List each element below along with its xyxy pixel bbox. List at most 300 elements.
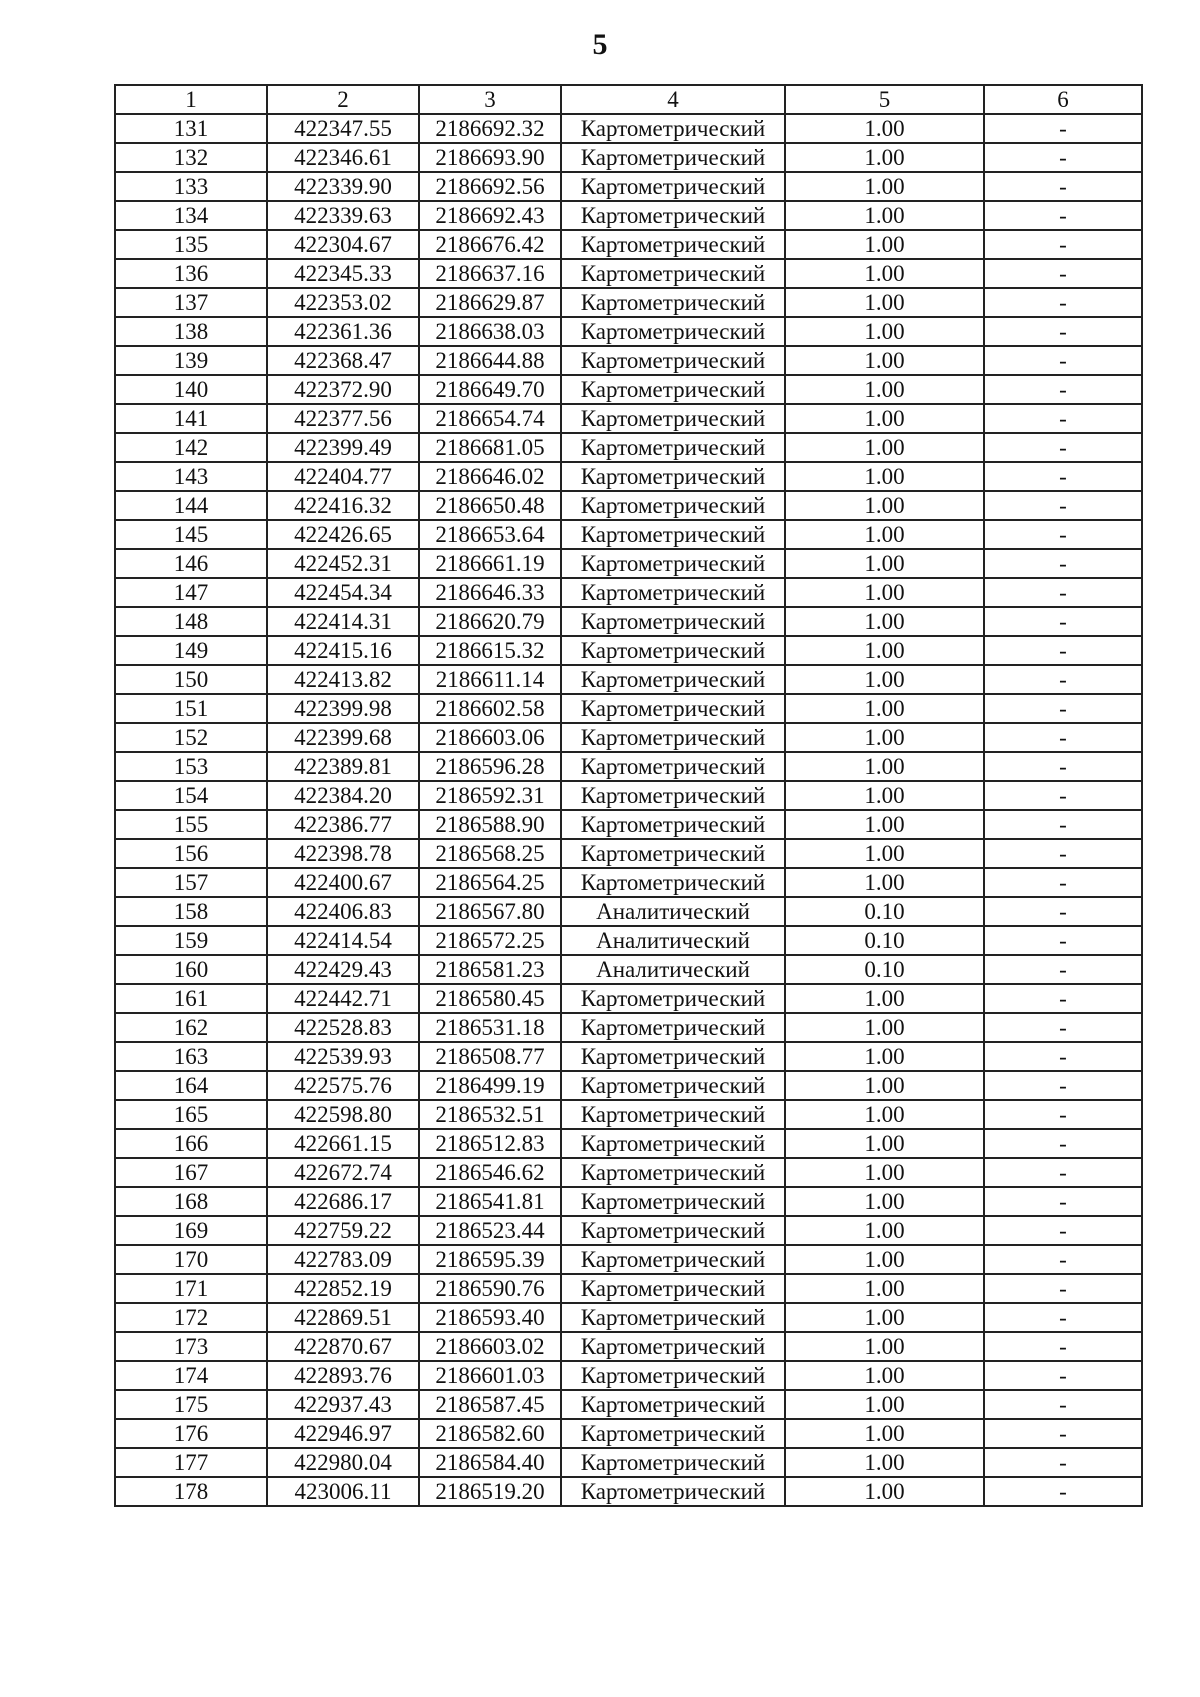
accuracy-cell: 1.00 bbox=[785, 143, 984, 172]
accuracy-cell: 1.00 bbox=[785, 1129, 984, 1158]
accuracy-cell: 1.00 bbox=[785, 839, 984, 868]
point-number-cell: 164 bbox=[115, 1071, 267, 1100]
x-coordinate-cell: 422415.16 bbox=[267, 636, 419, 665]
method-cell: Картометрический bbox=[561, 665, 785, 694]
table-row bbox=[115, 317, 1142, 346]
method-cell: Картометрический bbox=[561, 984, 785, 1013]
point-number-cell: 175 bbox=[115, 1390, 267, 1419]
table-row bbox=[115, 1448, 1142, 1477]
table-row bbox=[115, 926, 1142, 955]
y-coordinate-cell: 2186638.03 bbox=[419, 317, 561, 346]
method-cell: Картометрический bbox=[561, 1013, 785, 1042]
point-number-cell: 147 bbox=[115, 578, 267, 607]
note-cell: - bbox=[984, 984, 1142, 1013]
y-coordinate-cell: 2186596.28 bbox=[419, 752, 561, 781]
method-cell: Картометрический bbox=[561, 317, 785, 346]
y-coordinate-cell: 2186602.58 bbox=[419, 694, 561, 723]
accuracy-cell: 1.00 bbox=[785, 462, 984, 491]
accuracy-cell: 1.00 bbox=[785, 1390, 984, 1419]
y-coordinate-cell: 2186584.40 bbox=[419, 1448, 561, 1477]
accuracy-cell: 1.00 bbox=[785, 781, 984, 810]
y-coordinate-cell: 2186637.16 bbox=[419, 259, 561, 288]
y-coordinate-cell: 2186580.45 bbox=[419, 984, 561, 1013]
x-coordinate-cell: 422377.56 bbox=[267, 404, 419, 433]
note-cell: - bbox=[984, 317, 1142, 346]
x-coordinate-cell: 422400.67 bbox=[267, 868, 419, 897]
method-cell: Картометрический bbox=[561, 433, 785, 462]
method-cell: Картометрический bbox=[561, 259, 785, 288]
point-number-cell: 160 bbox=[115, 955, 267, 984]
point-number-cell: 150 bbox=[115, 665, 267, 694]
note-cell: - bbox=[984, 404, 1142, 433]
y-coordinate-cell: 2186593.40 bbox=[419, 1303, 561, 1332]
x-coordinate-cell: 422759.22 bbox=[267, 1216, 419, 1245]
method-cell: Картометрический bbox=[561, 1100, 785, 1129]
note-cell: - bbox=[984, 723, 1142, 752]
method-cell: Картометрический bbox=[561, 1158, 785, 1187]
x-coordinate-cell: 422429.43 bbox=[267, 955, 419, 984]
x-coordinate-cell: 422414.31 bbox=[267, 607, 419, 636]
table-row bbox=[115, 1477, 1142, 1506]
point-number-cell: 142 bbox=[115, 433, 267, 462]
point-number-cell: 136 bbox=[115, 259, 267, 288]
table-row bbox=[115, 201, 1142, 230]
point-number-cell: 145 bbox=[115, 520, 267, 549]
method-cell: Картометрический bbox=[561, 491, 785, 520]
point-number-cell: 165 bbox=[115, 1100, 267, 1129]
point-number-cell: 146 bbox=[115, 549, 267, 578]
x-coordinate-cell: 422598.80 bbox=[267, 1100, 419, 1129]
method-cell: Картометрический bbox=[561, 375, 785, 404]
x-coordinate-cell: 422426.65 bbox=[267, 520, 419, 549]
accuracy-cell: 1.00 bbox=[785, 1361, 984, 1390]
point-number-cell: 152 bbox=[115, 723, 267, 752]
note-cell: - bbox=[984, 607, 1142, 636]
y-coordinate-cell: 2186693.90 bbox=[419, 143, 561, 172]
method-cell: Картометрический bbox=[561, 288, 785, 317]
note-cell: - bbox=[984, 1361, 1142, 1390]
note-cell: - bbox=[984, 1129, 1142, 1158]
point-number-cell: 166 bbox=[115, 1129, 267, 1158]
point-number-cell: 148 bbox=[115, 607, 267, 636]
x-coordinate-cell: 422783.09 bbox=[267, 1245, 419, 1274]
method-cell: Картометрический bbox=[561, 230, 785, 259]
point-number-cell: 161 bbox=[115, 984, 267, 1013]
point-number-cell: 137 bbox=[115, 288, 267, 317]
note-cell: - bbox=[984, 375, 1142, 404]
point-number-cell: 144 bbox=[115, 491, 267, 520]
table-row bbox=[115, 1419, 1142, 1448]
x-coordinate-cell: 422384.20 bbox=[267, 781, 419, 810]
note-cell: - bbox=[984, 114, 1142, 143]
accuracy-cell: 1.00 bbox=[785, 1332, 984, 1361]
x-coordinate-cell: 422399.68 bbox=[267, 723, 419, 752]
method-cell: Картометрический bbox=[561, 404, 785, 433]
accuracy-cell: 1.00 bbox=[785, 1042, 984, 1071]
x-coordinate-cell: 422661.15 bbox=[267, 1129, 419, 1158]
point-number-cell: 172 bbox=[115, 1303, 267, 1332]
table-row bbox=[115, 752, 1142, 781]
method-cell: Аналитический bbox=[561, 897, 785, 926]
table-row bbox=[115, 259, 1142, 288]
x-coordinate-cell: 422361.36 bbox=[267, 317, 419, 346]
table-row bbox=[115, 1013, 1142, 1042]
x-coordinate-cell: 422346.61 bbox=[267, 143, 419, 172]
table-row bbox=[115, 143, 1142, 172]
accuracy-cell: 1.00 bbox=[785, 1216, 984, 1245]
method-cell: Картометрический bbox=[561, 1303, 785, 1332]
accuracy-cell: 1.00 bbox=[785, 520, 984, 549]
y-coordinate-cell: 2186654.74 bbox=[419, 404, 561, 433]
y-coordinate-cell: 2186531.18 bbox=[419, 1013, 561, 1042]
method-cell: Картометрический bbox=[561, 607, 785, 636]
y-coordinate-cell: 2186564.25 bbox=[419, 868, 561, 897]
method-cell: Картометрический bbox=[561, 868, 785, 897]
table-row bbox=[115, 462, 1142, 491]
method-cell: Картометрический bbox=[561, 810, 785, 839]
x-coordinate-cell: 422528.83 bbox=[267, 1013, 419, 1042]
method-cell: Картометрический bbox=[561, 1361, 785, 1390]
table-row bbox=[115, 955, 1142, 984]
y-coordinate-cell: 2186653.64 bbox=[419, 520, 561, 549]
x-coordinate-cell: 422539.93 bbox=[267, 1042, 419, 1071]
point-number-cell: 162 bbox=[115, 1013, 267, 1042]
accuracy-cell: 1.00 bbox=[785, 868, 984, 897]
method-cell: Картометрический bbox=[561, 1071, 785, 1100]
note-cell: - bbox=[984, 491, 1142, 520]
method-cell: Картометрический bbox=[561, 1129, 785, 1158]
note-cell: - bbox=[984, 897, 1142, 926]
accuracy-cell: 1.00 bbox=[785, 1419, 984, 1448]
method-cell: Картометрический bbox=[561, 839, 785, 868]
point-number-cell: 178 bbox=[115, 1477, 267, 1506]
y-coordinate-cell: 2186546.62 bbox=[419, 1158, 561, 1187]
note-cell: - bbox=[984, 1477, 1142, 1506]
y-coordinate-cell: 2186646.33 bbox=[419, 578, 561, 607]
note-cell: - bbox=[984, 1042, 1142, 1071]
method-cell: Аналитический bbox=[561, 926, 785, 955]
point-number-cell: 174 bbox=[115, 1361, 267, 1390]
accuracy-cell: 1.00 bbox=[785, 172, 984, 201]
note-cell: - bbox=[984, 752, 1142, 781]
y-coordinate-cell: 2186692.43 bbox=[419, 201, 561, 230]
method-cell: Картометрический bbox=[561, 462, 785, 491]
x-coordinate-cell: 422980.04 bbox=[267, 1448, 419, 1477]
table-row bbox=[115, 1245, 1142, 1274]
table-row bbox=[115, 288, 1142, 317]
y-coordinate-cell: 2186567.80 bbox=[419, 897, 561, 926]
accuracy-cell: 1.00 bbox=[785, 607, 984, 636]
y-coordinate-cell: 2186692.32 bbox=[419, 114, 561, 143]
accuracy-cell: 1.00 bbox=[785, 114, 984, 143]
point-number-cell: 168 bbox=[115, 1187, 267, 1216]
table-row bbox=[115, 433, 1142, 462]
table-row bbox=[115, 781, 1142, 810]
y-coordinate-cell: 2186603.06 bbox=[419, 723, 561, 752]
x-coordinate-cell: 422398.78 bbox=[267, 839, 419, 868]
method-cell: Картометрический bbox=[561, 346, 785, 375]
point-number-cell: 159 bbox=[115, 926, 267, 955]
table-row bbox=[115, 172, 1142, 201]
point-number-cell: 163 bbox=[115, 1042, 267, 1071]
x-coordinate-cell: 422869.51 bbox=[267, 1303, 419, 1332]
point-number-cell: 157 bbox=[115, 868, 267, 897]
accuracy-cell: 1.00 bbox=[785, 317, 984, 346]
method-cell: Картометрический bbox=[561, 201, 785, 230]
y-coordinate-cell: 2186615.32 bbox=[419, 636, 561, 665]
method-cell: Картометрический bbox=[561, 549, 785, 578]
column-header: 3 bbox=[419, 85, 561, 114]
point-number-cell: 138 bbox=[115, 317, 267, 346]
y-coordinate-cell: 2186572.25 bbox=[419, 926, 561, 955]
method-cell: Картометрический bbox=[561, 1332, 785, 1361]
x-coordinate-cell: 422368.47 bbox=[267, 346, 419, 375]
method-cell: Картометрический bbox=[561, 172, 785, 201]
y-coordinate-cell: 2186676.42 bbox=[419, 230, 561, 259]
note-cell: - bbox=[984, 955, 1142, 984]
table-row bbox=[115, 636, 1142, 665]
x-coordinate-cell: 422937.43 bbox=[267, 1390, 419, 1419]
method-cell: Картометрический bbox=[561, 578, 785, 607]
y-coordinate-cell: 2186649.70 bbox=[419, 375, 561, 404]
x-coordinate-cell: 422414.54 bbox=[267, 926, 419, 955]
point-number-cell: 134 bbox=[115, 201, 267, 230]
table-row bbox=[115, 1216, 1142, 1245]
x-coordinate-cell: 422452.31 bbox=[267, 549, 419, 578]
y-coordinate-cell: 2186646.02 bbox=[419, 462, 561, 491]
point-number-cell: 158 bbox=[115, 897, 267, 926]
note-cell: - bbox=[984, 1216, 1142, 1245]
accuracy-cell: 1.00 bbox=[785, 1013, 984, 1042]
accuracy-cell: 1.00 bbox=[785, 1187, 984, 1216]
table-row bbox=[115, 375, 1142, 404]
x-coordinate-cell: 422347.55 bbox=[267, 114, 419, 143]
x-coordinate-cell: 422353.02 bbox=[267, 288, 419, 317]
method-cell: Картометрический bbox=[561, 1245, 785, 1274]
note-cell: - bbox=[984, 1071, 1142, 1100]
coordinates-table bbox=[114, 84, 1143, 1507]
table-row bbox=[115, 346, 1142, 375]
point-number-cell: 154 bbox=[115, 781, 267, 810]
column-header: 2 bbox=[267, 85, 419, 114]
y-coordinate-cell: 2186601.03 bbox=[419, 1361, 561, 1390]
x-coordinate-cell: 422946.97 bbox=[267, 1419, 419, 1448]
note-cell: - bbox=[984, 1245, 1142, 1274]
accuracy-cell: 1.00 bbox=[785, 752, 984, 781]
table-row bbox=[115, 665, 1142, 694]
accuracy-cell: 1.00 bbox=[785, 1448, 984, 1477]
accuracy-cell: 1.00 bbox=[785, 346, 984, 375]
table-row bbox=[115, 1129, 1142, 1158]
point-number-cell: 135 bbox=[115, 230, 267, 259]
y-coordinate-cell: 2186692.56 bbox=[419, 172, 561, 201]
accuracy-cell: 1.00 bbox=[785, 1158, 984, 1187]
accuracy-cell: 1.00 bbox=[785, 1477, 984, 1506]
accuracy-cell: 1.00 bbox=[785, 665, 984, 694]
table-row bbox=[115, 1274, 1142, 1303]
accuracy-cell: 1.00 bbox=[785, 201, 984, 230]
table-row bbox=[115, 1100, 1142, 1129]
note-cell: - bbox=[984, 143, 1142, 172]
table-row bbox=[115, 1187, 1142, 1216]
table-row bbox=[115, 404, 1142, 433]
accuracy-cell: 1.00 bbox=[785, 1274, 984, 1303]
y-coordinate-cell: 2186620.79 bbox=[419, 607, 561, 636]
method-cell: Картометрический bbox=[561, 1419, 785, 1448]
y-coordinate-cell: 2186644.88 bbox=[419, 346, 561, 375]
note-cell: - bbox=[984, 868, 1142, 897]
accuracy-cell: 1.00 bbox=[785, 578, 984, 607]
method-cell: Картометрический bbox=[561, 1390, 785, 1419]
note-cell: - bbox=[984, 1158, 1142, 1187]
y-coordinate-cell: 2186508.77 bbox=[419, 1042, 561, 1071]
point-number-cell: 177 bbox=[115, 1448, 267, 1477]
method-cell: Картометрический bbox=[561, 1448, 785, 1477]
accuracy-cell: 1.00 bbox=[785, 1303, 984, 1332]
note-cell: - bbox=[984, 839, 1142, 868]
x-coordinate-cell: 423006.11 bbox=[267, 1477, 419, 1506]
accuracy-cell: 1.00 bbox=[785, 549, 984, 578]
point-number-cell: 151 bbox=[115, 694, 267, 723]
table-row bbox=[115, 1158, 1142, 1187]
note-cell: - bbox=[984, 1419, 1142, 1448]
point-number-cell: 132 bbox=[115, 143, 267, 172]
y-coordinate-cell: 2186568.25 bbox=[419, 839, 561, 868]
point-number-cell: 153 bbox=[115, 752, 267, 781]
x-coordinate-cell: 422893.76 bbox=[267, 1361, 419, 1390]
note-cell: - bbox=[984, 172, 1142, 201]
note-cell: - bbox=[984, 1448, 1142, 1477]
method-cell: Картометрический bbox=[561, 1187, 785, 1216]
x-coordinate-cell: 422672.74 bbox=[267, 1158, 419, 1187]
accuracy-cell: 1.00 bbox=[785, 404, 984, 433]
x-coordinate-cell: 422413.82 bbox=[267, 665, 419, 694]
column-header: 5 bbox=[785, 85, 984, 114]
x-coordinate-cell: 422416.32 bbox=[267, 491, 419, 520]
y-coordinate-cell: 2186541.81 bbox=[419, 1187, 561, 1216]
note-cell: - bbox=[984, 288, 1142, 317]
y-coordinate-cell: 2186603.02 bbox=[419, 1332, 561, 1361]
method-cell: Картометрический bbox=[561, 143, 785, 172]
point-number-cell: 173 bbox=[115, 1332, 267, 1361]
table-row bbox=[115, 491, 1142, 520]
y-coordinate-cell: 2186592.31 bbox=[419, 781, 561, 810]
note-cell: - bbox=[984, 230, 1142, 259]
x-coordinate-cell: 422372.90 bbox=[267, 375, 419, 404]
accuracy-cell: 1.00 bbox=[785, 1245, 984, 1274]
y-coordinate-cell: 2186681.05 bbox=[419, 433, 561, 462]
note-cell: - bbox=[984, 1274, 1142, 1303]
method-cell: Картометрический bbox=[561, 781, 785, 810]
y-coordinate-cell: 2186588.90 bbox=[419, 810, 561, 839]
y-coordinate-cell: 2186512.83 bbox=[419, 1129, 561, 1158]
accuracy-cell: 1.00 bbox=[785, 694, 984, 723]
method-cell: Картометрический bbox=[561, 1477, 785, 1506]
note-cell: - bbox=[984, 1390, 1142, 1419]
table-row bbox=[115, 868, 1142, 897]
x-coordinate-cell: 422389.81 bbox=[267, 752, 419, 781]
note-cell: - bbox=[984, 346, 1142, 375]
x-coordinate-cell: 422304.67 bbox=[267, 230, 419, 259]
point-number-cell: 149 bbox=[115, 636, 267, 665]
note-cell: - bbox=[984, 1013, 1142, 1042]
y-coordinate-cell: 2186590.76 bbox=[419, 1274, 561, 1303]
point-number-cell: 169 bbox=[115, 1216, 267, 1245]
column-header: 6 bbox=[984, 85, 1142, 114]
note-cell: - bbox=[984, 1100, 1142, 1129]
table-header-row bbox=[115, 85, 1142, 114]
table-row bbox=[115, 1071, 1142, 1100]
note-cell: - bbox=[984, 259, 1142, 288]
y-coordinate-cell: 2186519.20 bbox=[419, 1477, 561, 1506]
x-coordinate-cell: 422442.71 bbox=[267, 984, 419, 1013]
x-coordinate-cell: 422575.76 bbox=[267, 1071, 419, 1100]
table-row bbox=[115, 984, 1142, 1013]
point-number-cell: 133 bbox=[115, 172, 267, 201]
method-cell: Картометрический bbox=[561, 1042, 785, 1071]
y-coordinate-cell: 2186532.51 bbox=[419, 1100, 561, 1129]
accuracy-cell: 1.00 bbox=[785, 1071, 984, 1100]
note-cell: - bbox=[984, 665, 1142, 694]
accuracy-cell: 1.00 bbox=[785, 810, 984, 839]
y-coordinate-cell: 2186587.45 bbox=[419, 1390, 561, 1419]
point-number-cell: 170 bbox=[115, 1245, 267, 1274]
table-row bbox=[115, 578, 1142, 607]
note-cell: - bbox=[984, 636, 1142, 665]
point-number-cell: 141 bbox=[115, 404, 267, 433]
accuracy-cell: 0.10 bbox=[785, 897, 984, 926]
note-cell: - bbox=[984, 578, 1142, 607]
table-row bbox=[115, 723, 1142, 752]
x-coordinate-cell: 422339.63 bbox=[267, 201, 419, 230]
y-coordinate-cell: 2186629.87 bbox=[419, 288, 561, 317]
note-cell: - bbox=[984, 1332, 1142, 1361]
accuracy-cell: 1.00 bbox=[785, 230, 984, 259]
accuracy-cell: 0.10 bbox=[785, 926, 984, 955]
accuracy-cell: 1.00 bbox=[785, 375, 984, 404]
method-cell: Картометрический bbox=[561, 752, 785, 781]
y-coordinate-cell: 2186611.14 bbox=[419, 665, 561, 694]
table-body bbox=[115, 114, 1142, 1506]
method-cell: Картометрический bbox=[561, 723, 785, 752]
table-row bbox=[115, 810, 1142, 839]
point-number-cell: 167 bbox=[115, 1158, 267, 1187]
x-coordinate-cell: 422386.77 bbox=[267, 810, 419, 839]
x-coordinate-cell: 422852.19 bbox=[267, 1274, 419, 1303]
accuracy-cell: 1.00 bbox=[785, 984, 984, 1013]
x-coordinate-cell: 422339.90 bbox=[267, 172, 419, 201]
column-header: 4 bbox=[561, 85, 785, 114]
x-coordinate-cell: 422454.34 bbox=[267, 578, 419, 607]
note-cell: - bbox=[984, 781, 1142, 810]
method-cell: Картометрический bbox=[561, 1274, 785, 1303]
point-number-cell: 176 bbox=[115, 1419, 267, 1448]
point-number-cell: 139 bbox=[115, 346, 267, 375]
method-cell: Аналитический bbox=[561, 955, 785, 984]
table-row bbox=[115, 1332, 1142, 1361]
x-coordinate-cell: 422686.17 bbox=[267, 1187, 419, 1216]
x-coordinate-cell: 422404.77 bbox=[267, 462, 419, 491]
note-cell: - bbox=[984, 1303, 1142, 1332]
accuracy-cell: 1.00 bbox=[785, 723, 984, 752]
column-header: 1 bbox=[115, 85, 267, 114]
table-row bbox=[115, 1303, 1142, 1332]
method-cell: Картометрический bbox=[561, 1216, 785, 1245]
page-number: 5 bbox=[592, 28, 608, 61]
accuracy-cell: 1.00 bbox=[785, 491, 984, 520]
note-cell: - bbox=[984, 462, 1142, 491]
x-coordinate-cell: 422399.49 bbox=[267, 433, 419, 462]
